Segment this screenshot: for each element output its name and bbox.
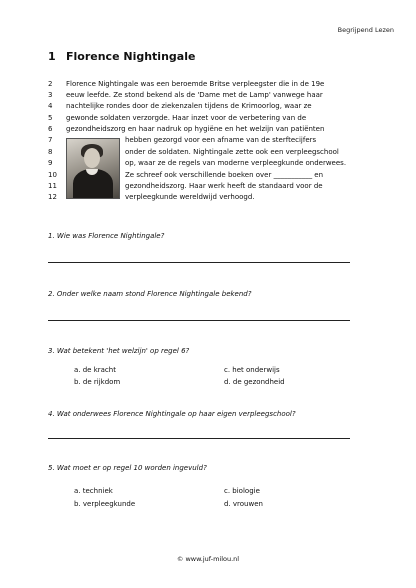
question-2: 2. Onder welke naam stond Florence Nightingale bekend? bbox=[48, 290, 252, 298]
line-number: 7 bbox=[48, 136, 53, 144]
text-line: eeuw leefde. Ze stond bekend als de 'Dame met de Lamp' vanwege haar bbox=[66, 91, 323, 99]
q5-option-b[interactable]: b. verpleegkunde bbox=[74, 500, 136, 508]
question-4: 4. Wat onderwees Florence Nightingale op haar eigen verpleegschool? bbox=[48, 410, 296, 418]
line-number: 11 bbox=[48, 182, 57, 190]
line-number: 9 bbox=[48, 159, 53, 167]
text-line: gezondheidszorg. Haar werk heeft de standaard voor de bbox=[125, 182, 323, 190]
answer-line-1[interactable] bbox=[48, 262, 350, 263]
page-title: Florence Nightingale bbox=[66, 50, 196, 63]
line-number: 12 bbox=[48, 193, 57, 201]
line-number: 3 bbox=[48, 91, 53, 99]
text-line: op, waar ze de regels van moderne verpleegkunde onderwees. bbox=[125, 159, 347, 167]
text-line: gewonde soldaten verzorgde. Haar inzet voor de verbetering van de bbox=[66, 114, 307, 122]
line-number: 4 bbox=[48, 102, 53, 110]
text-line: onder de soldaten. Nightingale zette ook een verpleegschool bbox=[125, 148, 339, 156]
text-line: Ze schreef ook verschillende boeken over ___________ en bbox=[125, 171, 324, 179]
answer-line-4[interactable] bbox=[48, 438, 350, 439]
text-line: gezondheidszorg en haar nadruk op hygiëne en het welzijn van patiënten bbox=[66, 125, 325, 133]
portrait-face bbox=[84, 148, 100, 168]
answer-line-2[interactable] bbox=[48, 320, 350, 321]
q3-option-b[interactable]: b. de rijkdom bbox=[74, 378, 121, 386]
q5-option-a[interactable]: a. techniek bbox=[74, 487, 113, 495]
text-line: nachtelijke rondes door de ziekenzalen tijdens de Krimoorlog, waar ze bbox=[66, 102, 312, 110]
question-3: 3. Wat betekent 'het welzijn' op regel 6? bbox=[48, 347, 190, 355]
question-1: 1. Wie was Florence Nightingale? bbox=[48, 232, 165, 240]
q5-option-d[interactable]: d. vrouwen bbox=[224, 500, 263, 508]
portrait-photo bbox=[66, 138, 120, 199]
q5-option-c[interactable]: c. biologie bbox=[224, 487, 260, 495]
footer-credit: © www.juf-milou.nl bbox=[176, 555, 240, 563]
text-line: Florence Nightingale was een beroemde Britse verpleegster die in de 19e bbox=[66, 80, 325, 88]
q3-option-d[interactable]: d. de gezondheid bbox=[224, 378, 285, 386]
text-line: hebben gezorgd voor een afname van de sterftecijfers bbox=[125, 136, 317, 144]
question-5: 5. Wat moet er op regel 10 worden ingevuld? bbox=[48, 464, 207, 472]
header-label: Begrijpend Lezen bbox=[337, 26, 394, 34]
q3-option-c[interactable]: c. het onderwijs bbox=[224, 366, 280, 374]
line-number: 5 bbox=[48, 114, 53, 122]
title-number: 1 bbox=[48, 50, 56, 63]
line-number: 10 bbox=[48, 171, 57, 179]
line-number: 2 bbox=[48, 80, 53, 88]
line-number: 8 bbox=[48, 148, 53, 156]
text-line: verpleegkunde wereldwijd verhoogd. bbox=[125, 193, 255, 201]
q3-option-a[interactable]: a. de kracht bbox=[74, 366, 116, 374]
line-number: 6 bbox=[48, 125, 53, 133]
